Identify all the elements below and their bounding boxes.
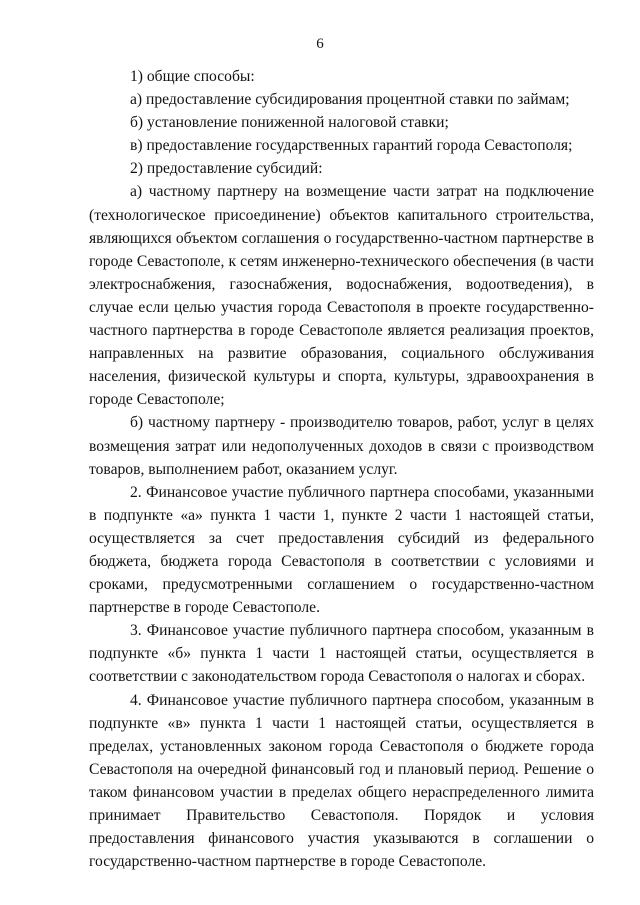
list-item-state-guarantees: в) предоставление государственных гарантий города Севастополя;	[130, 137, 573, 155]
subsidy-producer-costs: б) частному партнеру - производителю товаров, работ, услуг в целях возмещения затрат или недополученных доходов в связи с производством товаров, выполнением работ, оказанием услуг.	[89, 414, 594, 478]
page-number: 6	[316, 36, 324, 52]
clause-3: 3. Финансовое участие публичного партнера способом, указанным в подпункте «б» пункта 1 части 1 настоящей статьи, осуществляется в соответствии с законодательством города Севастополя о налогах и сборах.	[89, 622, 594, 686]
list-item-general-methods: 1) общие способы:	[130, 68, 255, 85]
list-item-interest-subsidy: а) предоставление субсидирования процентной ставки по займам;	[130, 91, 570, 109]
clause-2: 2. Финансовое участие публичного партнера способами, указанными в подпункте «а» пункта 1 части 1, пункте 2 части 1 настоящей статьи, осуществляется за счет предоставления субсидий из федерального бюджета, бюджета города Севастополя в соответствии с условиями и сроками, предусмотренными соглашением о государственно-частном партнерстве в городе Севастополе.	[89, 483, 594, 617]
clause-4: 4. Финансовое участие публичного партнера способом, указанным в подпункте «в» пункта 1 части 1 настоящей статьи, осуществляется в пределах, установленных законом города Севастополя о бюджете города Севастополя на очередной финансовый год и плановый период. Решение о таком финансовом участии в пределах общего нераспределенного лимита принимает Правительство Севастополя. Порядок и условия предоставления финансового участия указываются в соглашении о государственно-частном партнерстве в городе Севастополе.	[89, 691, 594, 871]
document-body	[89, 65, 594, 873]
list-item-subsidies: 2) предоставление субсидий:	[130, 160, 323, 178]
subsidy-connection-costs: а) частному партнеру на возмещение части затрат на подключение (технологическое присоединение) объектов капитального строительства, являющихся объектом соглашения о государственно-частном партнерстве в городе Севастополе, к сетям инженерно-технического обеспечения (в части электроснабжения, газоснабжения, водоснабжения, водоотведения), в случае если целью участия города Севастополя в проекте государственно-частного партнерства в городе Севастополе является реализация проектов, направленных на развитие образования, социального обслуживания населения, физической культуры и спорта, культуры, здравоохранения в городе Севастополе;	[89, 183, 594, 409]
list-item-reduced-tax: б) установление пониженной налоговой ставки;	[130, 114, 449, 132]
